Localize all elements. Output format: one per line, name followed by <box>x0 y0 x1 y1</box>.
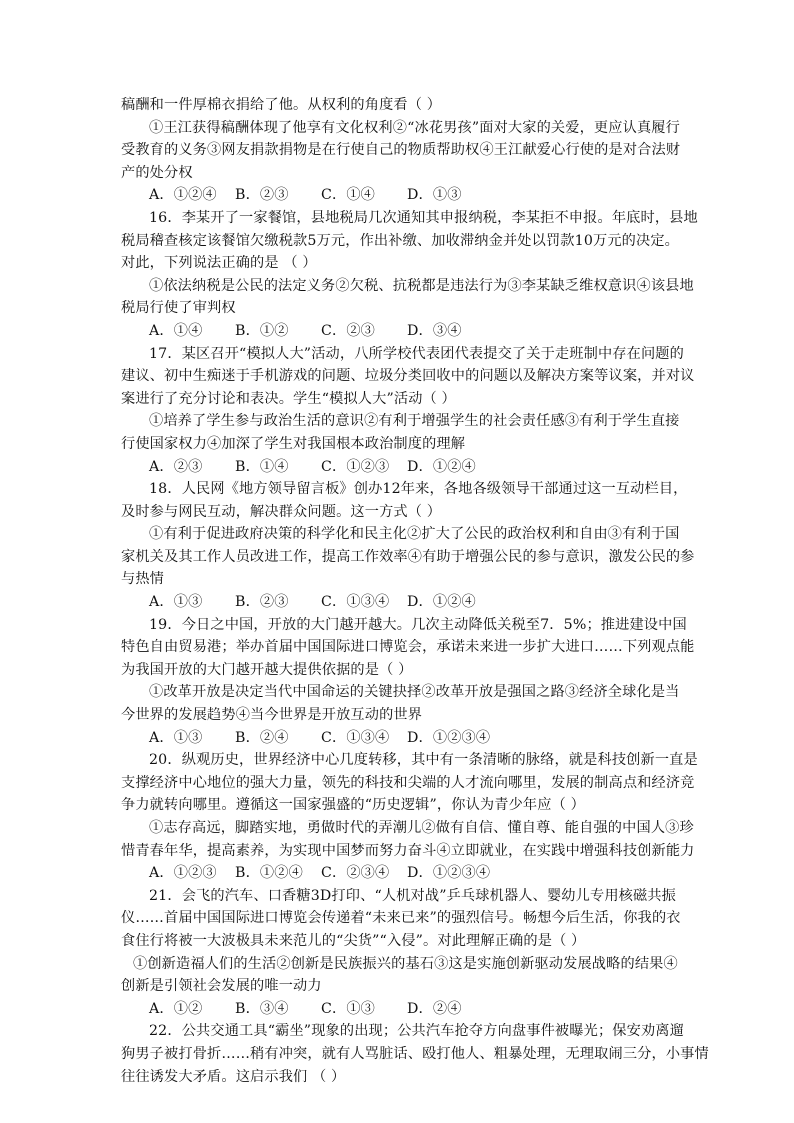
text-line: ①培养了学生参与政治生活的意识②有利于增强学生的社会责任感③有利于学生直接 <box>149 413 680 430</box>
question-19-stem: 19．今日之中国，开放的大门越开越大。几次主动降低关税至7．5%；推进建设中国 <box>149 616 687 633</box>
option-b: B．②④ <box>235 729 289 746</box>
text-line: ①依法纳税是公民的法定义务②欠税、抗税都是违法行为③李某缺乏维权意识④该县地 <box>149 277 694 294</box>
question-18-stem: 18．人民网《地方领导留言板》创办12年来，各地各级领导干部通过这一互动栏目， <box>149 481 688 498</box>
option-d: D．③④ <box>407 322 462 339</box>
text-line: 案进行了充分讨论和表决。学生“模拟人大”活动（ ） <box>121 390 456 407</box>
option-b: B．①② <box>235 322 289 339</box>
option-d: D．①③ <box>407 187 462 204</box>
answer-options-q21 <box>121 998 673 1021</box>
question-22-stem: 22．公共交通工具“霸坐”现象的出现；公共汽车抢夺方向盘事件被曝光；保安劝离遛 <box>149 1023 684 1040</box>
option-a: A．①④ <box>149 322 203 339</box>
question-20-stem: 20．纵观历史，世界经济中心几度转移，其中有一条清晰的脉络，就是科技创新一直是 <box>149 752 698 769</box>
option-c: C．②③④ <box>321 865 390 882</box>
option-a: A．①③ <box>149 729 203 746</box>
text-line: ①改革开放是决定当代中国命运的关键抉择②改革开放是强国之路③经济全球化是当 <box>149 684 680 701</box>
option-d: D．①②③④ <box>407 865 491 882</box>
text-line: 今世界的发展趋势④当今世界是开放互动的世界 <box>121 707 423 724</box>
option-c: C．①③ <box>321 1000 376 1017</box>
question-16-stem: 16．李某开了一家餐馆，县地税局几次通知其申报纳税，李某拒不申报。年底时，县地 <box>149 209 698 226</box>
option-d: D．②④ <box>407 1000 462 1017</box>
answer-options-q16 <box>121 320 673 343</box>
answer-options-q18 <box>121 591 673 614</box>
option-c: C．①③④ <box>321 594 390 611</box>
text-line: 产的处分权 <box>121 164 193 181</box>
text-line: 税局稽查核定该餐馆欠缴税款5万元，作出补缴、加收滞纳金并处以罚款10万元的决定。 <box>121 232 680 249</box>
text-line: 及时参与网民互动，解决群众问题。这一方式（ ） <box>121 503 442 520</box>
option-b: B．①④ <box>235 458 289 475</box>
option-c: C．①④ <box>321 187 376 204</box>
option-a: A．①② <box>149 1000 203 1017</box>
text-line: 支撑经济中心地位的强大力量，领先的科技和尖端的人才流向哪里，发展的制高点和经济竞 <box>121 774 695 791</box>
text-line: 特色自由贸易港；举办首届中国国际进口博览会，承诺未来进一步扩大进口……下列观点能 <box>121 639 695 656</box>
option-b: B．①②④ <box>235 865 303 882</box>
text-line: 惜青春年华，提高素养，为实现中国梦而努力奋斗④立即就业，在实践中增强科技创新能力 <box>121 842 695 859</box>
text-line: 行使国家权力④加深了学生对我国根本政治制度的理解 <box>121 435 466 452</box>
text-line: 狗男子被打骨折……稍有冲突，就有人骂脏话、殴打他人、粗暴处理，无理取闹三分，小事情 <box>121 1045 709 1062</box>
question-17-stem: 17．某区召开“模拟人大”活动，八所学校代表团代表提交了关于走班制中存在问题的 <box>149 345 684 362</box>
option-b: B．③④ <box>235 1000 289 1017</box>
answer-options-q20 <box>121 862 673 885</box>
text-line: 食住行将被一大波极具未来范儿的“尖货”“入侵”。对此理解正确的是（ ） <box>121 932 586 949</box>
text-line: 家机关及其工作人员改进工作，提高工作效率④有助于增强公民的参与意识，激发公民的参 <box>121 548 695 565</box>
option-d: D．①②④ <box>407 458 476 475</box>
question-21-stem: 21．会飞的汽车、口香糖3D打印、“人机对战”乒乓球机器人、婴幼儿专用核磁共振 <box>149 887 677 904</box>
answer-options-q15 <box>121 184 673 207</box>
option-d: D．①②④ <box>407 594 476 611</box>
text-line: 争力就转向哪里。遵循这一国家强盛的“历史逻辑”，你认为青少年应（ ） <box>121 797 585 814</box>
text-line: 为我国开放的大门越开越大提供依据的是（ ） <box>121 661 413 678</box>
option-a: A．①③ <box>149 594 203 611</box>
text-line: 受教育的义务③网友捐款捐物是在行使自己的物质帮助权④王江献爱心行使的是对合法财 <box>121 142 681 159</box>
text-line: ①王江获得稿酬体现了他享有文化权利②“冰花男孩”面对大家的关爱，更应认真履行 <box>149 119 680 136</box>
option-c: C．①③④ <box>321 729 390 746</box>
text-line: 稿酬和一件厚棉衣捐给了他。从权利的角度看（ ） <box>121 97 442 113</box>
option-a: A．①②④ <box>149 187 217 204</box>
text-line: 对此，下列说法正确的是 （ ） <box>121 255 317 272</box>
option-a: A．②③ <box>149 458 203 475</box>
text-line: ①创新造福人们的生活②创新是民族振兴的基石③这是实施创新驱动发展战略的结果④ <box>133 955 678 972</box>
option-c: C．①②③ <box>321 458 390 475</box>
answer-options-q17 <box>121 456 673 479</box>
option-a: A．①②③ <box>149 865 217 882</box>
text-line: ①有利于促进政府决策的科学化和民主化②扩大了公民的政治权利和自由③有利于国 <box>149 526 680 543</box>
text-line: 与热情 <box>121 571 165 588</box>
text-line: ①志存高远，脚踏实地，勇做时代的弄潮儿②做有自信、懂自尊、能自强的中国人③珍 <box>149 820 694 836</box>
exam-page <box>121 94 709 1088</box>
text-line: 往往诱发大矛盾。这启示我们 （ ） <box>121 1068 346 1085</box>
option-b: B．②③ <box>235 594 289 611</box>
text-line: 创新是引领社会发展的唯一动力 <box>121 978 322 995</box>
answer-options-q19 <box>121 727 673 750</box>
option-d: D．①②③④ <box>407 729 491 746</box>
text-line: 仪……首届中国国际进口博览会传递着“未来已来”的强烈信号。畅想今后生活，你我的衣 <box>121 910 681 927</box>
text-line: 建议、初中生痴迷于手机游戏的问题、垃圾分类回收中的问题以及解决方案等议案，并对议 <box>121 368 695 385</box>
option-b: B．②③ <box>235 187 289 204</box>
option-c: C．②③ <box>321 322 376 339</box>
text-line: 税局行使了审判权 <box>121 300 236 317</box>
